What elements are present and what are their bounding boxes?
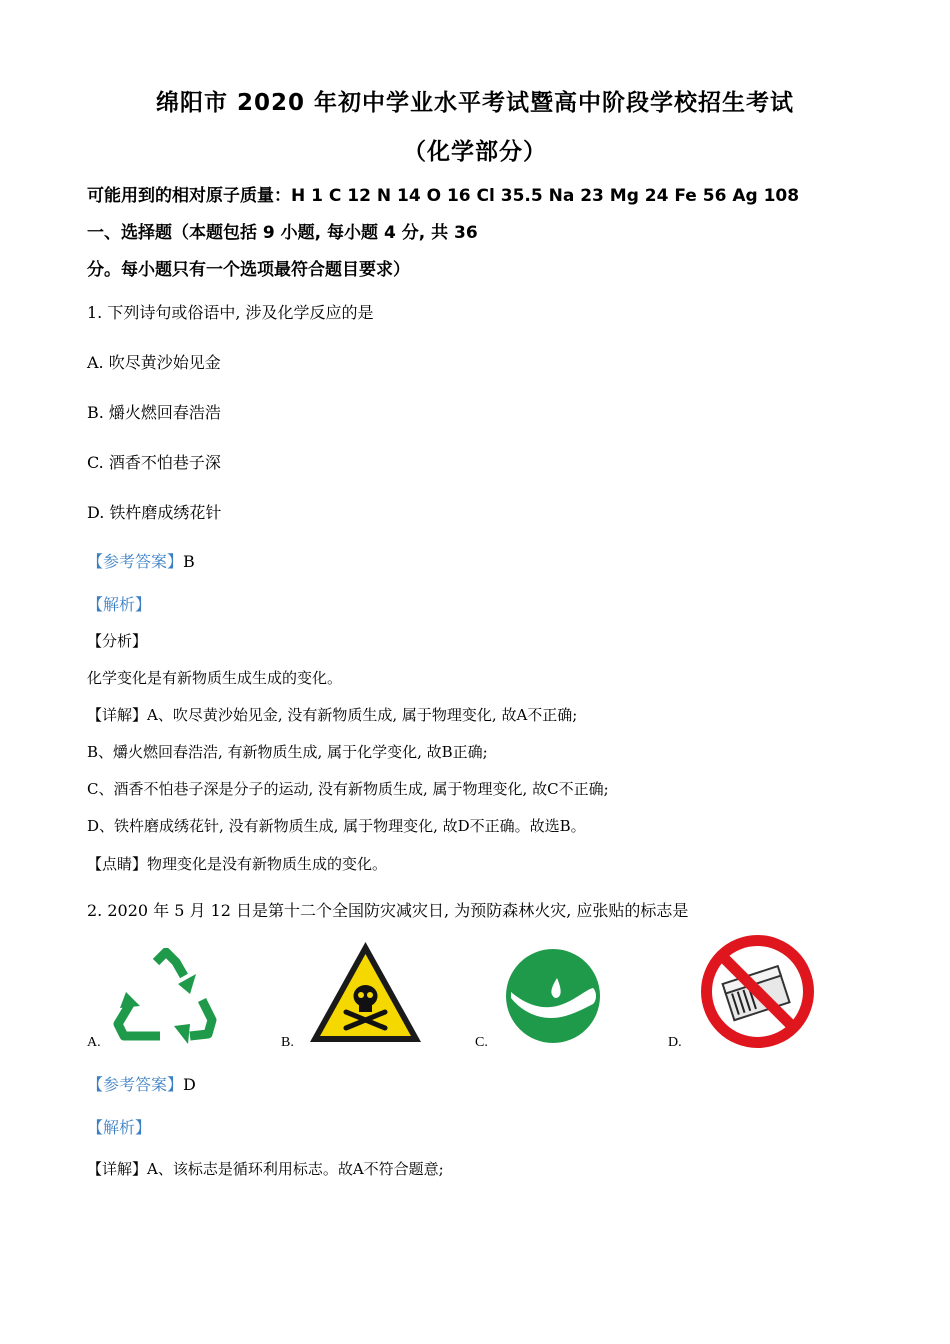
q1-detail-c: C、酒香不怕巷子深是分子的运动, 没有新物质生成, 属于物理变化, 故C不正确; [87, 780, 609, 798]
q2-stem: 2. 2020 年 5 月 12 日是第十二个全国防灾减灾日, 为预防森林火灾, 应张贴的标志是 [87, 901, 689, 920]
answer-label: 【参考答案】 [87, 1075, 184, 1094]
q1-stem: 1. 下列诗句或俗语中, 涉及化学反应的是 [87, 303, 374, 322]
answer-label: 【参考答案】 [87, 552, 184, 571]
water-saving-icon [505, 948, 601, 1044]
q1-option-b: B. 爝火燃回春浩浩 [87, 403, 221, 422]
q1-option-d: D. 铁杵磨成绣花针 [87, 503, 222, 522]
dianjing-label: 【点睛】 [87, 855, 148, 873]
answer-value: D [183, 1075, 196, 1094]
exam-title: 绵阳市 2020 年初中学业水平考试暨高中阶段学校招生考试 [155, 90, 795, 116]
q2-analysis-label: 【解析】 [87, 1118, 152, 1137]
q2-answer [87, 1072, 196, 1095]
atomic-masses: 可能用到的相对原子质量：H 1 C 12 N 14 O 16 Cl 35.5 Na 23 Mg 24 Fe 56 Ag 108 [87, 186, 800, 206]
q1-dianjing: 【点睛】物理变化是没有新物质生成的变化。 [87, 855, 388, 873]
detail-label: 【详解】 [87, 1160, 148, 1178]
q2-option-label-d: D. [668, 1035, 682, 1050]
q2-option-label-c: C. [475, 1035, 488, 1050]
answer-value: B [183, 552, 195, 571]
q2-detail-a: 【详解】A、该标志是循环利用标志。故A不符合题意; [87, 1160, 444, 1178]
q1-detail-d: D、铁杵磨成绣花针, 没有新物质生成, 属于物理变化, 故D不正确。故选B。 [87, 817, 586, 835]
q2-option-label-b: B. [281, 1035, 294, 1050]
section-heading-1: 一、选择题（本题包括 9 小题, 每小题 4 分, 共 36 [87, 223, 478, 243]
q1-detail-b: B、爝火燃回春浩浩, 有新物质生成, 属于化学变化, 故B正确; [87, 743, 488, 761]
q1-option-c: C. 酒香不怕巷子深 [87, 453, 221, 472]
q1-detail-a: 【详解】A、吹尽黄沙始见金, 没有新物质生成, 属于物理变化, 故A不正确; [87, 706, 578, 724]
detail-label: 【详解】 [87, 706, 148, 724]
q1-option-a: A. 吹尽黄沙始见金 [87, 353, 221, 372]
exam-subtitle: （化学部分） [403, 139, 547, 165]
section-heading-2: 分。每小题只有一个选项最符合题目要求） [87, 260, 410, 280]
recycling-icon [112, 948, 220, 1046]
toxic-skull-icon [308, 940, 423, 1044]
q1-fenxi-label: 【分析】 [87, 632, 148, 650]
no-matches-icon [700, 934, 815, 1049]
q1-answer [87, 549, 195, 572]
q2-option-label-a: A. [87, 1035, 101, 1050]
q1-analysis-label: 【解析】 [87, 595, 152, 614]
q1-fenxi-text: 化学变化是有新物质生成生成的变化。 [87, 669, 343, 687]
